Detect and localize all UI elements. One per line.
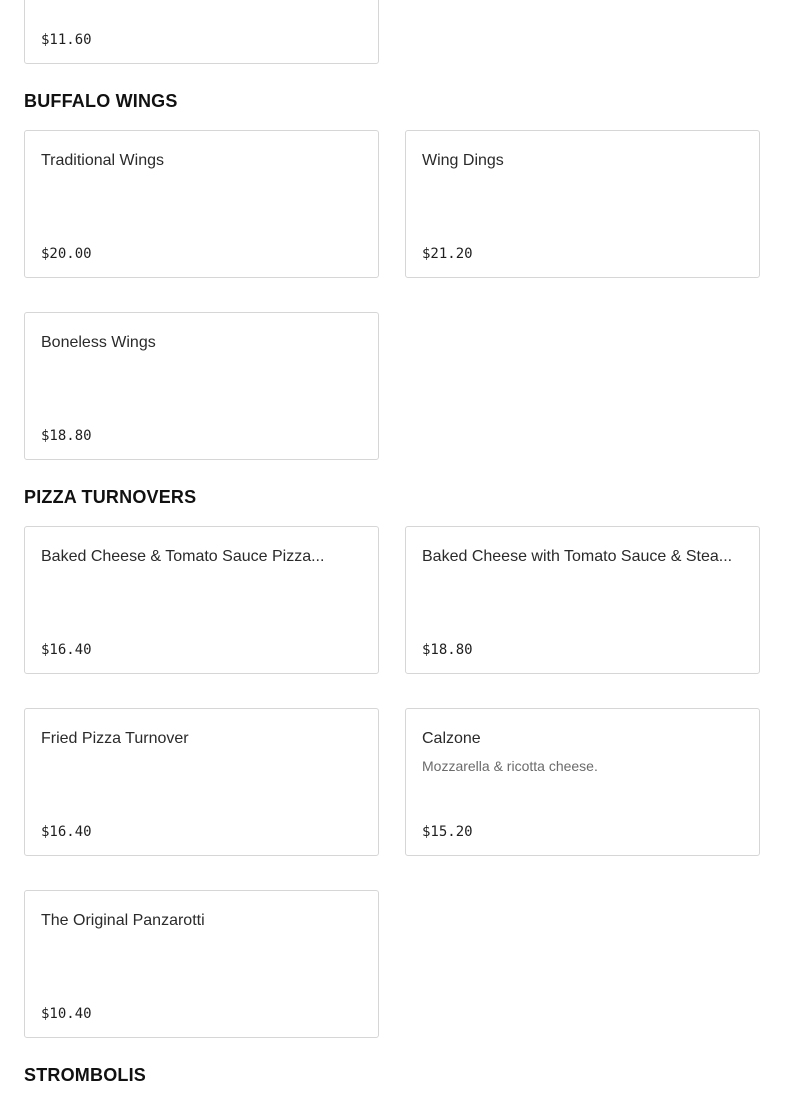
item-name: Traditional Wings <box>41 152 165 169</box>
item-name: Baked Cheese with Tomato Sauce & Stea... <box>422 548 733 565</box>
item-price: $18.80 <box>422 642 473 658</box>
item-name: The Original Panzarotti <box>41 912 205 929</box>
menu-item-card[interactable] <box>24 312 379 460</box>
item-price: $16.40 <box>41 824 92 840</box>
menu-item-card[interactable] <box>24 0 379 64</box>
menu-item-card[interactable] <box>24 526 379 674</box>
menu-item-card[interactable] <box>24 130 379 278</box>
item-price: $15.20 <box>422 824 473 840</box>
menu-item-card[interactable] <box>405 708 760 856</box>
item-name: Baked Cheese & Tomato Sauce Pizza... <box>41 548 325 565</box>
item-name: Fried Pizza Turnover <box>41 730 189 747</box>
item-name: Boneless Wings <box>41 334 156 351</box>
item-price: $10.40 <box>41 1006 92 1022</box>
menu-item-card[interactable] <box>405 526 760 674</box>
section-heading-strombolis: STROMBOLIS <box>24 1065 146 1085</box>
menu-item-card[interactable] <box>24 890 379 1038</box>
menu-item-card[interactable] <box>405 130 760 278</box>
section-heading-buffalo-wings: BUFFALO WINGS <box>24 91 178 111</box>
item-price: $16.40 <box>41 642 92 658</box>
item-price: $20.00 <box>41 246 92 262</box>
item-price: $18.80 <box>41 428 92 444</box>
item-name: Calzone <box>422 730 481 747</box>
item-price: $21.20 <box>422 246 473 262</box>
item-description: Mozzarella & ricotta cheese. <box>422 758 598 774</box>
section-heading-pizza-turnovers: PIZZA TURNOVERS <box>24 487 197 507</box>
menu-item-card[interactable] <box>24 708 379 856</box>
item-price: $11.60 <box>41 32 92 48</box>
item-name: Wing Dings <box>422 152 504 169</box>
